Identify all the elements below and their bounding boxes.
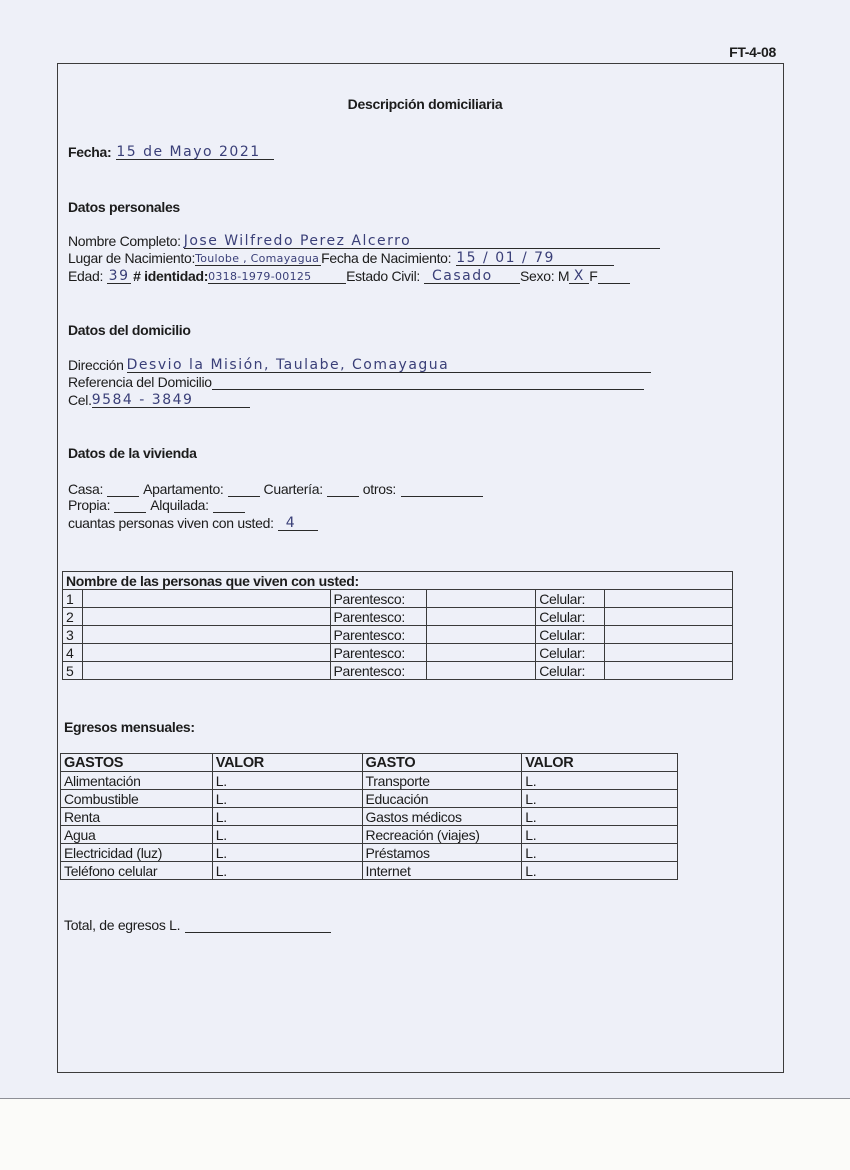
celular-label: Celular:: [536, 590, 605, 608]
household-row: [63, 644, 733, 662]
otros-field[interactable]: [401, 482, 483, 497]
celular-cell[interactable]: [605, 626, 733, 644]
nombre-row: [68, 233, 660, 249]
celular-cell[interactable]: [605, 608, 733, 626]
nombre-cell[interactable]: [82, 590, 330, 608]
gasto-name: Combustible: [61, 790, 213, 808]
nombre-cell[interactable]: [82, 662, 330, 680]
parentesco-label: Parentesco:: [330, 662, 427, 680]
parentesco-cell[interactable]: [427, 626, 536, 644]
fecha-nacimiento-field[interactable]: [456, 251, 614, 266]
egresos-row: [61, 772, 678, 790]
nombre-label: Nombre Completo:: [68, 233, 181, 249]
section-datos-vivienda: Datos de la vivienda: [68, 445, 197, 461]
egresos-row: [61, 826, 678, 844]
direccion-row: [68, 357, 651, 373]
celular-label: Celular:: [536, 644, 605, 662]
household-row: [63, 626, 733, 644]
propia-field[interactable]: [114, 498, 146, 513]
valor-cell[interactable]: L.: [212, 826, 362, 844]
nombre-value: Jose Wilfredo Perez Alcerro: [183, 233, 412, 249]
referencia-field[interactable]: [212, 375, 644, 390]
header-gasto: GASTO: [362, 754, 522, 772]
estado-civil-value: Casado: [431, 268, 493, 284]
nacimiento-row: [68, 250, 614, 266]
propia-label: Propia:: [68, 497, 111, 513]
sexo-mark: X: [573, 268, 585, 284]
household-row: [63, 608, 733, 626]
tipo-vivienda-row: [68, 481, 483, 497]
header-valor: VALOR: [212, 754, 362, 772]
valor-cell[interactable]: L.: [522, 826, 678, 844]
row-number: 4: [63, 644, 83, 662]
alquilada-field[interactable]: [213, 498, 245, 513]
gasto-name: Transporte: [362, 772, 522, 790]
alquilada-label: Alquilada:: [150, 497, 209, 513]
gasto-name: Préstamos: [362, 844, 522, 862]
row-number: 1: [63, 590, 83, 608]
cel-value: 9584 - 3849: [91, 392, 194, 408]
sexo-label: Sexo: M: [519, 268, 570, 284]
row-number: 5: [63, 662, 83, 680]
casa-label: Casa:: [68, 481, 104, 497]
estado-civil-label: Estado Civil:: [346, 268, 420, 284]
fecha-value: 15 de Mayo 2021: [116, 144, 261, 160]
total-label: Total, de egresos L.: [64, 917, 181, 933]
gasto-name: Internet: [362, 862, 522, 880]
fecha-nacimiento-value: 15 / 01 / 79: [456, 250, 555, 266]
edad-row: [68, 268, 630, 284]
celular-cell[interactable]: [605, 662, 733, 680]
parentesco-label: Parentesco:: [330, 608, 427, 626]
valor-cell[interactable]: L.: [522, 862, 678, 880]
direccion-field[interactable]: [127, 358, 651, 373]
gasto-name: Agua: [61, 826, 213, 844]
egresos-table: [60, 753, 678, 880]
parentesco-cell[interactable]: [427, 608, 536, 626]
nombre-cell[interactable]: [82, 608, 330, 626]
egresos-row: [61, 808, 678, 826]
gasto-name: Recreación (viajes): [362, 826, 522, 844]
parentesco-label: Parentesco:: [330, 644, 427, 662]
household-table-heading: Nombre de las personas que viven con usted:: [63, 572, 733, 590]
valor-cell[interactable]: L.: [212, 844, 362, 862]
celular-label: Celular:: [536, 662, 605, 680]
valor-cell[interactable]: L.: [522, 844, 678, 862]
valor-cell[interactable]: L.: [522, 772, 678, 790]
parentesco-cell[interactable]: [427, 590, 536, 608]
total-field[interactable]: [185, 918, 331, 933]
personas-field[interactable]: [278, 516, 318, 531]
gasto-name: Gastos médicos: [362, 808, 522, 826]
fecha-nacimiento-label: Fecha de Nacimiento:: [321, 250, 452, 266]
sexo-m-field[interactable]: [569, 269, 589, 284]
row-number: 3: [63, 626, 83, 644]
cuarteria-label: Cuartería:: [263, 481, 323, 497]
fecha-label: Fecha:: [68, 144, 112, 160]
tenencia-row: [68, 497, 245, 513]
celular-label: Celular:: [536, 626, 605, 644]
header-gastos: GASTOS: [61, 754, 213, 772]
personas-value: 4: [285, 515, 297, 531]
nombre-cell[interactable]: [82, 644, 330, 662]
nombre-cell[interactable]: [82, 626, 330, 644]
household-row: [63, 662, 733, 680]
gasto-name: Alimentación: [61, 772, 213, 790]
celular-cell[interactable]: [605, 590, 733, 608]
personas-row: [68, 515, 318, 531]
valor-cell[interactable]: L.: [212, 790, 362, 808]
total-row: [64, 917, 331, 933]
nombre-field[interactable]: [184, 234, 660, 249]
identidad-value: 0318-1979-00125: [208, 270, 312, 283]
estado-civil-field[interactable]: [424, 269, 520, 284]
identidad-field[interactable]: [208, 269, 346, 284]
sexo-f-label: F: [589, 268, 598, 284]
gasto-name: Renta: [61, 808, 213, 826]
apartamento-field[interactable]: [228, 482, 260, 497]
lugar-value: Toulobe , Comayagua: [195, 252, 320, 265]
cel-row: [68, 392, 250, 408]
section-datos-personales: Datos personales: [68, 199, 180, 215]
parentesco-label: Parentesco:: [330, 590, 427, 608]
lugar-label: Lugar de Nacimiento:: [68, 250, 196, 266]
fecha-field[interactable]: [116, 145, 274, 160]
household-table: [62, 571, 733, 680]
valor-cell[interactable]: L.: [212, 772, 362, 790]
valor-cell[interactable]: L.: [212, 808, 362, 826]
cuarteria-field[interactable]: [327, 482, 359, 497]
edad-value: 39: [108, 268, 130, 284]
egresos-row: [61, 790, 678, 808]
parentesco-cell[interactable]: [427, 662, 536, 680]
referencia-label: Referencia del Domicilio: [68, 374, 212, 390]
celular-label: Celular:: [536, 608, 605, 626]
egresos-row: [61, 844, 678, 862]
casa-field[interactable]: [107, 482, 139, 497]
household-row: [63, 590, 733, 608]
valor-cell[interactable]: L.: [212, 862, 362, 880]
egresos-row: [61, 862, 678, 880]
identidad-label: # identidad:: [133, 268, 209, 284]
direccion-value: Desvio la Misión, Taulabe, Comayagua: [126, 357, 450, 373]
parentesco-cell[interactable]: [427, 644, 536, 662]
egresos-header-row: [61, 754, 678, 772]
sexo-f-field[interactable]: [598, 269, 630, 284]
form-title: Descripción domiciliaria: [347, 96, 503, 112]
section-datos-domicilio: Datos del domicilio: [68, 322, 191, 338]
fecha-row: [68, 144, 274, 160]
direccion-label: Dirección: [68, 357, 124, 373]
referencia-row: [68, 374, 644, 390]
otros-label: otros:: [362, 481, 396, 497]
lugar-field[interactable]: [195, 251, 321, 266]
gasto-name: Teléfono celular: [61, 862, 213, 880]
celular-cell[interactable]: [605, 644, 733, 662]
gasto-name: Educación: [362, 790, 522, 808]
row-number: 2: [63, 608, 83, 626]
edad-field[interactable]: [107, 269, 131, 284]
personas-label: cuantas personas viven con usted:: [68, 515, 274, 531]
cel-label: Cel.: [68, 392, 92, 408]
header-valor: VALOR: [522, 754, 678, 772]
gasto-name: Electricidad (luz): [61, 844, 213, 862]
valor-cell[interactable]: L.: [522, 808, 678, 826]
edad-label: Edad:: [68, 268, 104, 284]
form-code: FT-4-08: [729, 44, 776, 60]
cel-field[interactable]: [92, 393, 250, 408]
valor-cell[interactable]: L.: [522, 790, 678, 808]
section-egresos: Egresos mensuales:: [64, 719, 195, 735]
apartamento-label: Apartamento:: [143, 481, 224, 497]
parentesco-label: Parentesco:: [330, 626, 427, 644]
